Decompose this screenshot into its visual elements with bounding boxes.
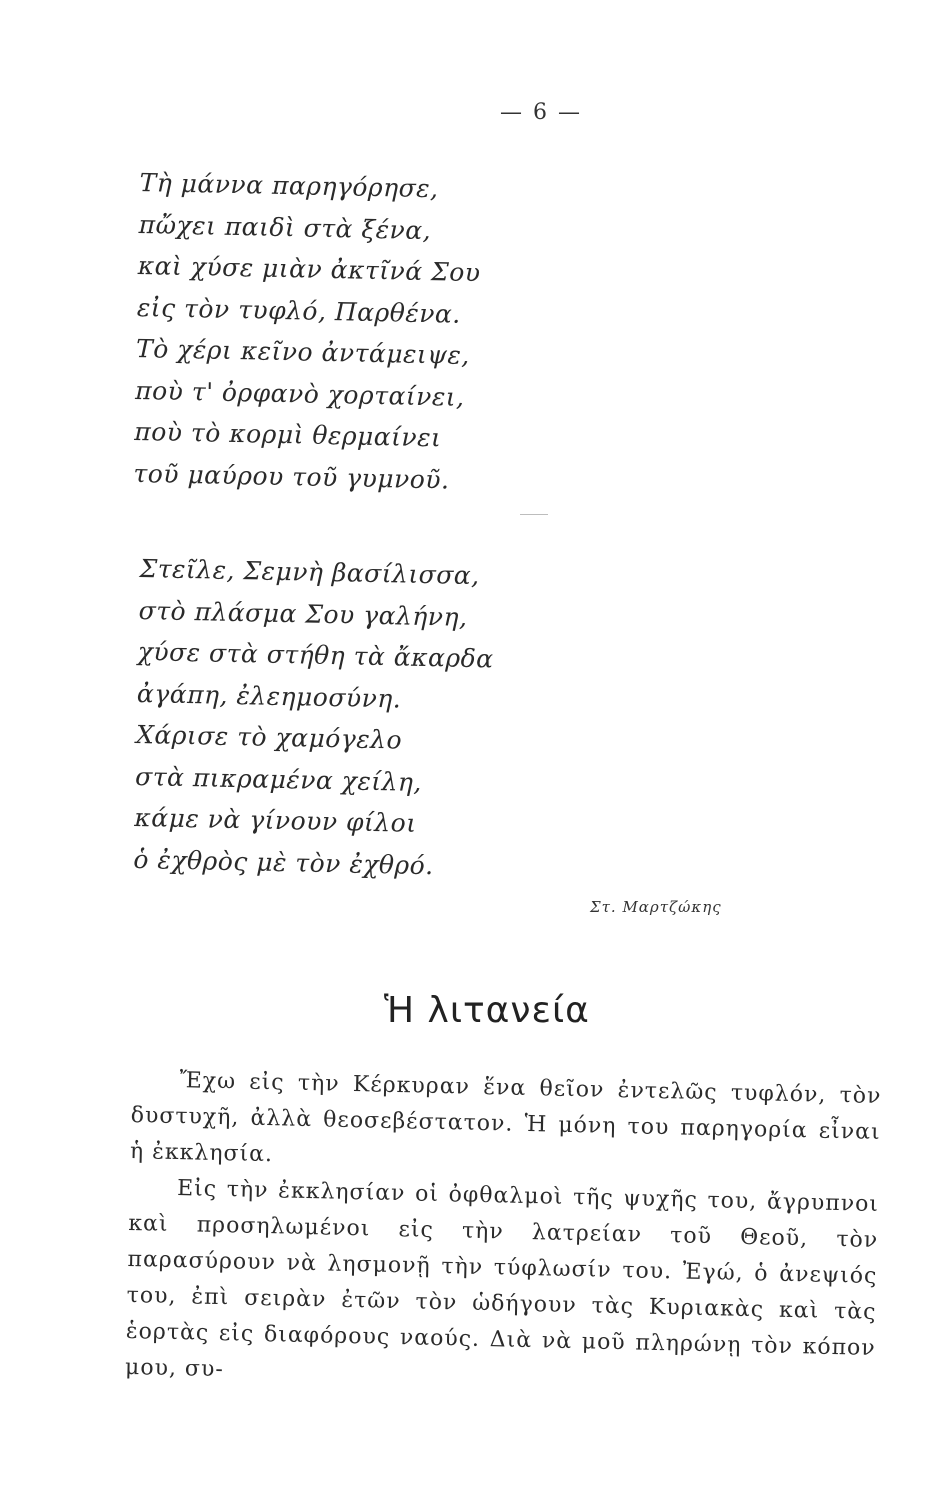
poem-line: Χάρισε τὸ χαμόγελο <box>135 719 403 755</box>
poem-line: πὤχει παιδὶ στὰ ξένα, <box>138 209 432 245</box>
poem-line: Στεῖλε, Σεμνὴ βασίλισσα, <box>139 553 480 591</box>
section-title: Ἡ λιτανεία <box>384 990 590 1031</box>
poem-line: τοῦ μαύρου τοῦ γυμνοῦ. <box>133 458 450 495</box>
paragraph: Ἔχω εἰς τὴν Κέρκυραν ἕνα θεῖον ἐντελῶς τυφλόν, τὸν δυστυχῆ, ἀλλὰ θεοσεβέστατον. Ἡ μόνη του παρηγορία εἶναι ἡ ἐκκλησία. <box>129 1068 882 1168</box>
poem-line: κάμε νὰ γίνουν φίλοι <box>134 802 417 838</box>
poem-line: εἰς τὸν τυφλό, Παρθένα. <box>136 292 462 329</box>
paragraph: Εἰς τὴν ἐκκλησίαν οἱ ὀφθαλμοὶ τῆς ψυχῆς του, ἄγρυπνοι καὶ προσηλωμένοι εἰς τὴν λατρείαν τοῦ Θεοῦ, τὸν παρασύρουν νὰ λησμονῇ τὴν τύφλωσίν του. Ἐγώ, ὁ ἀνεψιός του, ἐπὶ σειρὰν ἐτῶν τὸν ὡδήγουν τὰς Κυριακὰς καὶ τὰς ἑορτὰς εἰς διαφόρους ναούς. Διὰ νὰ μοῦ πληρώνῃ τὸν κόπον μου, συ- <box>124 1176 880 1383</box>
poem-stanza-2 <box>133 548 740 892</box>
poem-stanza-1 <box>133 162 740 506</box>
section-body <box>125 1062 882 1403</box>
stanza-divider <box>520 514 548 515</box>
poem-line: στὸ πλάσμα Σου γαλήνη, <box>138 595 468 632</box>
poem-line: Τὴ μάννα παρηγόρησε, <box>139 167 439 204</box>
poem-author: Στ. Μαρτζώκης <box>590 898 722 916</box>
poem-line: στὰ πικραμένα χείλη, <box>134 761 423 797</box>
poem-line: ὁ ἐχθρὸς μὲ τὸν ἐχθρό. <box>133 844 434 880</box>
poem-line: ποὺ τ' ὀρφανὸ χορταίνει, <box>134 375 465 412</box>
poem-line: Τὸ χέρι κεῖνο ἀντάμειψε, <box>135 333 471 370</box>
poem-line: ποὺ τὸ κορμὶ θερμαίνει <box>134 416 442 453</box>
poem-line: ἀγάπη, ἐλεημοσύνη. <box>136 678 402 714</box>
poem-line: χύσε στὰ στήθη τὰ ἄκαρδα <box>137 636 494 674</box>
poem-line: καὶ χύσε μιὰν ἀκτῖνά Σου <box>137 250 481 288</box>
page-number: — 6 — <box>500 100 582 125</box>
